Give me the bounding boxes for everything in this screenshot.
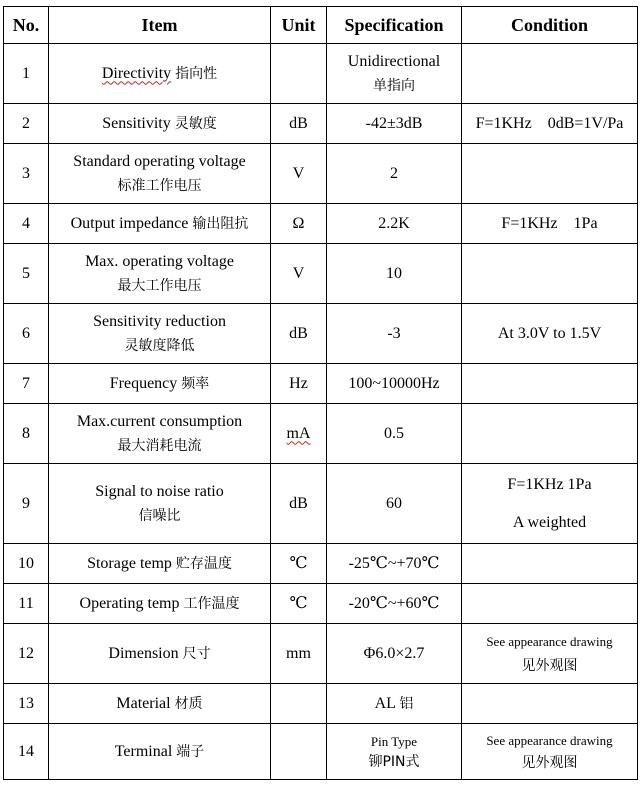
item-cell	[49, 104, 271, 144]
item-english: Standard operating voltage	[73, 152, 246, 170]
item-chinese: 指向性	[175, 65, 218, 82]
unit-cell: V	[271, 244, 327, 304]
item-english: Sensitivity reduction	[93, 312, 226, 330]
table-row	[4, 144, 638, 204]
row-number: 3	[4, 144, 49, 204]
row-number: 2	[4, 104, 49, 144]
table-row	[4, 684, 638, 724]
unit-cell: Ω	[271, 204, 327, 244]
item-cell	[49, 544, 271, 584]
spec-cell: -20℃~+60℃	[327, 584, 462, 624]
condition-line-1: F=1KHz 1Pa	[507, 475, 592, 493]
condition-cell	[462, 724, 638, 780]
specification-table	[3, 6, 638, 780]
condition-cell	[462, 584, 638, 624]
item-cell	[49, 244, 271, 304]
unit-cell	[271, 404, 327, 464]
spec-cell: 2.2K	[327, 204, 462, 244]
table-row	[4, 44, 638, 104]
item-english: Signal to noise ratio	[95, 482, 224, 500]
unit-cell: Hz	[271, 364, 327, 404]
condition-chinese: 见外观图	[521, 754, 578, 771]
row-number: 4	[4, 204, 49, 244]
spec-cell	[327, 724, 462, 780]
item-cell	[49, 724, 271, 780]
item-english: Output impedance	[70, 214, 189, 232]
item-english: Storage temp	[87, 554, 172, 572]
table-row	[4, 404, 638, 464]
condition-english: See appearance drawing	[486, 633, 613, 649]
item-chinese: 输出阻抗	[192, 215, 249, 232]
item-english: Sensitivity	[102, 114, 171, 132]
unit-cell: V	[271, 144, 327, 204]
table-row	[4, 244, 638, 304]
item-chinese: 信噪比	[138, 507, 181, 524]
item-cell	[49, 624, 271, 684]
table-row	[4, 624, 638, 684]
item-cell	[49, 44, 271, 104]
condition-cell: At 3.0V to 1.5V	[462, 304, 638, 364]
item-chinese: 灵敏度	[174, 115, 217, 132]
table-row	[4, 364, 638, 404]
unit-cell: ℃	[271, 584, 327, 624]
row-number: 14	[4, 724, 49, 780]
item-cell	[49, 144, 271, 204]
unit-cell: dB	[271, 304, 327, 364]
condition-cell	[462, 624, 638, 684]
item-chinese: 最大消耗电流	[117, 437, 202, 454]
unit-cell	[271, 724, 327, 780]
unit-cell	[271, 684, 327, 724]
spec-chinese: 铝	[399, 695, 414, 712]
table-row	[4, 204, 638, 244]
unit-cell	[271, 44, 327, 104]
spec-chinese: 单指向	[373, 77, 415, 94]
row-number: 7	[4, 364, 49, 404]
spec-cell: -42±3dB	[327, 104, 462, 144]
spec-english: AL	[374, 694, 396, 712]
item-english: Directivity	[101, 64, 172, 82]
row-number: 6	[4, 304, 49, 364]
spec-chinese: 铆PIN式	[368, 753, 420, 770]
item-chinese: 频率	[181, 375, 210, 392]
row-number: 1	[4, 44, 49, 104]
condition-cell	[462, 244, 638, 304]
item-chinese: 灵敏度降低	[124, 337, 195, 354]
spec-cell: 2	[327, 144, 462, 204]
item-english: Max. operating voltage	[85, 252, 234, 270]
condition-line-2: A weighted	[512, 513, 587, 531]
spec-cell: 60	[327, 464, 462, 544]
item-chinese: 贮存温度	[175, 555, 232, 572]
condition-cell	[462, 544, 638, 584]
header-unit: Unit	[271, 7, 327, 44]
spec-cell: Φ6.0×2.7	[327, 624, 462, 684]
table-row	[4, 584, 638, 624]
item-english: Operating temp	[79, 594, 180, 612]
unit-cell: dB	[271, 104, 327, 144]
condition-cell	[462, 404, 638, 464]
condition-cell	[462, 364, 638, 404]
item-english: Material	[116, 694, 171, 712]
row-number: 9	[4, 464, 49, 544]
table-row	[4, 544, 638, 584]
row-number: 10	[4, 544, 49, 584]
row-number: 5	[4, 244, 49, 304]
item-english: Dimension	[108, 644, 179, 662]
spec-cell: -25℃~+70℃	[327, 544, 462, 584]
item-english: Frequency	[109, 374, 178, 392]
condition-cell	[462, 464, 638, 544]
spec-cell	[327, 44, 462, 104]
table-row	[4, 464, 638, 544]
item-english: Max.current consumption	[76, 412, 243, 430]
spec-cell	[327, 684, 462, 724]
spec-english: Pin Type	[370, 733, 418, 749]
condition-cell	[462, 44, 638, 104]
item-cell	[49, 684, 271, 724]
header-specification: Specification	[327, 7, 462, 44]
condition-cell: F=1KHz 1Pa	[462, 204, 638, 244]
spec-cell: 100~10000Hz	[327, 364, 462, 404]
condition-chinese: 见外观图	[521, 657, 578, 674]
item-chinese: 标准工作电压	[117, 177, 202, 194]
item-cell	[49, 404, 271, 464]
condition-cell: F=1KHz 0dB=1V/Pa	[462, 104, 638, 144]
condition-cell	[462, 144, 638, 204]
table-row	[4, 304, 638, 364]
header-item: Item	[49, 7, 271, 44]
row-number: 12	[4, 624, 49, 684]
row-number: 13	[4, 684, 49, 724]
item-cell	[49, 584, 271, 624]
item-cell	[49, 464, 271, 544]
item-chinese: 最大工作电压	[117, 277, 202, 294]
header-row	[4, 7, 638, 44]
table-row	[4, 104, 638, 144]
unit-cell: ℃	[271, 544, 327, 584]
item-cell	[49, 364, 271, 404]
item-cell	[49, 204, 271, 244]
condition-english: See appearance drawing	[486, 732, 613, 748]
spec-cell: -3	[327, 304, 462, 364]
header-no: No.	[4, 7, 49, 44]
item-english: Terminal	[114, 742, 173, 760]
spec-cell: 0.5	[327, 404, 462, 464]
item-chinese: 端子	[176, 743, 205, 760]
item-chinese: 材质	[174, 695, 203, 712]
item-chinese: 工作温度	[183, 595, 240, 612]
condition-cell	[462, 684, 638, 724]
item-chinese: 尺寸	[182, 645, 211, 662]
unit-cell: dB	[271, 464, 327, 544]
table-row	[4, 724, 638, 780]
row-number: 8	[4, 404, 49, 464]
spec-english: Unidirectional	[347, 52, 441, 70]
header-condition: Condition	[462, 7, 638, 44]
spec-cell: 10	[327, 244, 462, 304]
item-cell	[49, 304, 271, 364]
unit-text: mA	[286, 424, 311, 442]
unit-cell: mm	[271, 624, 327, 684]
row-number: 11	[4, 584, 49, 624]
